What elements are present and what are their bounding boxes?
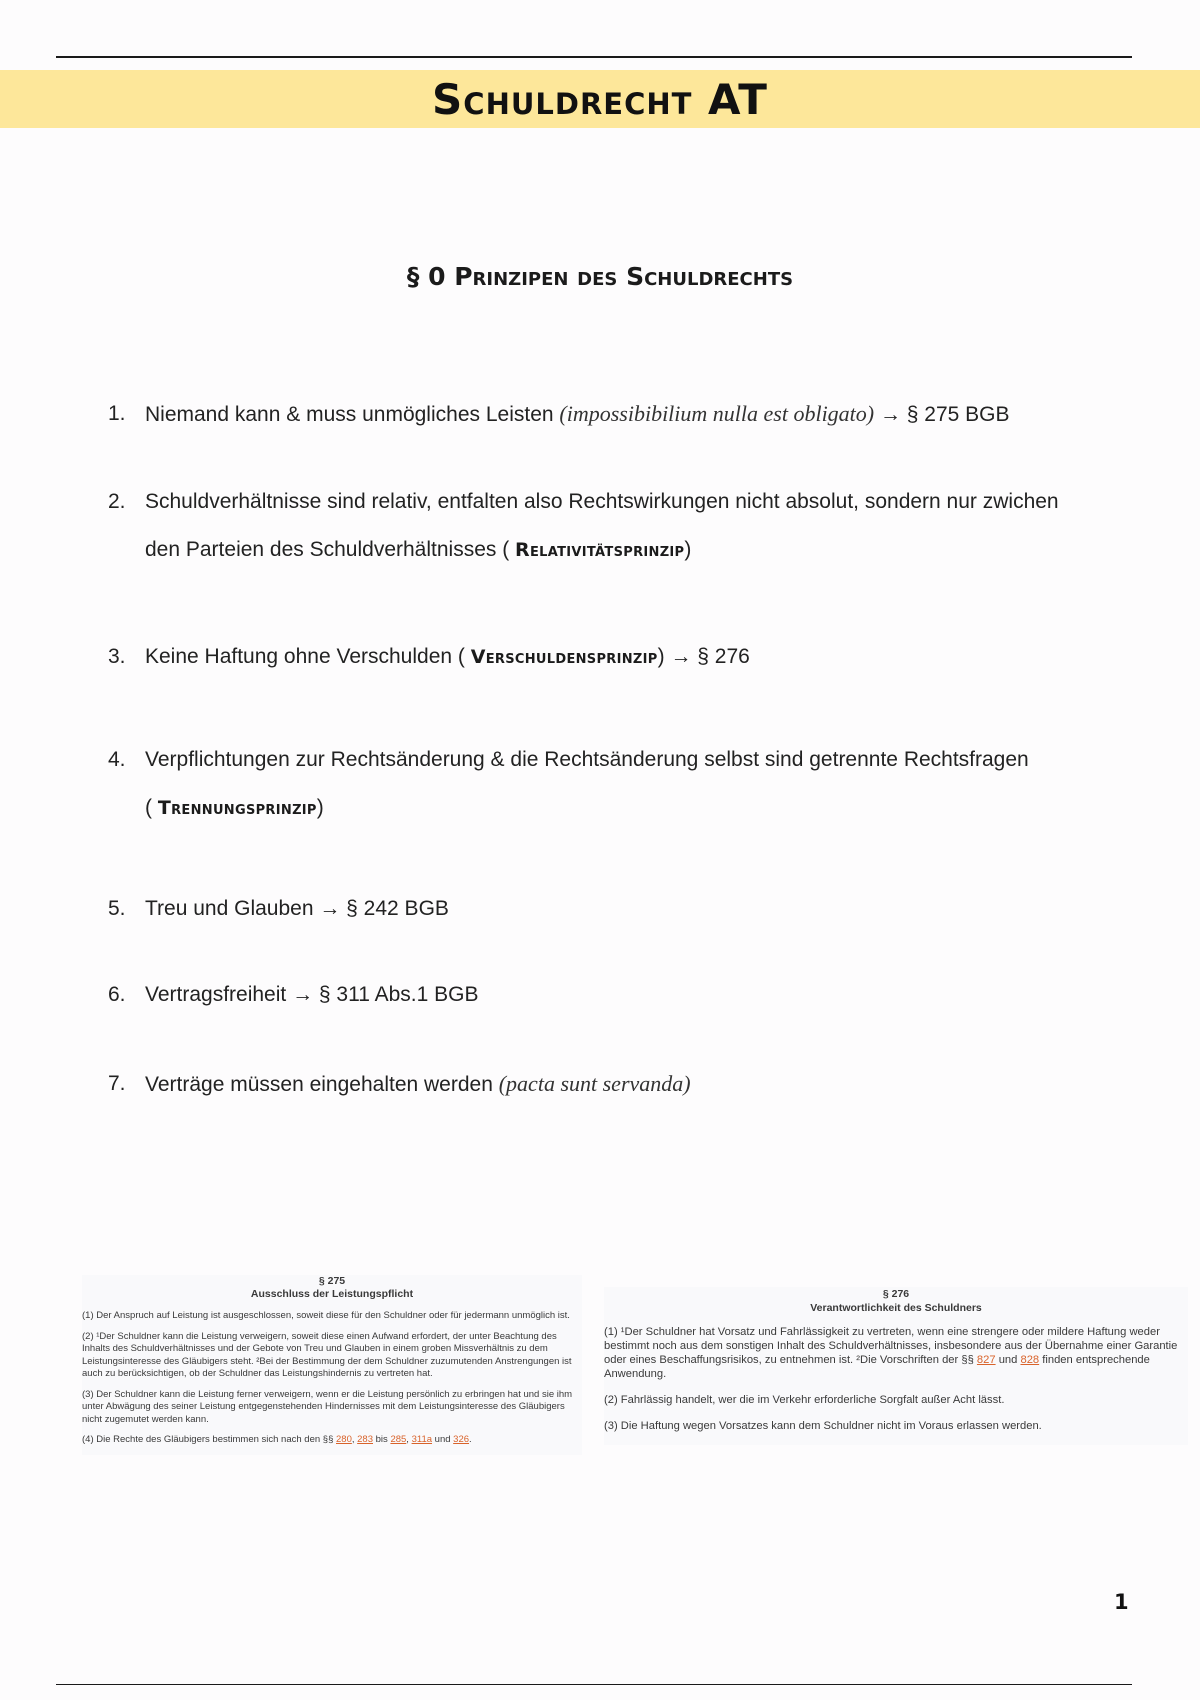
law-paragraph: (2) ¹Der Schuldner kann die Leistung verweigern, soweit diese einen Aufwand erfordert, der unter Beachtung des Inhalts des Schuldverhältnisses und der Gebote von Treu und Glauben in einem groben Missverhältnis zu dem Leistungsinteresse des Gläubigers steht. ²Bei der Bestimmung der dem Schuldner zuzumutenden Anstrengungen ist auch zu berücksichtigen, ob der Schuldner das Leistungshindernis zu vertreten hat. [82,1330,572,1379]
law-paragraph: (4) Die Rechte des Gläubigers bestimmen sich nach den §§ 280, 283 bis 285, 311a und 326. [82,1434,472,1445]
law-link[interactable]: 326 [453,1434,470,1445]
page-number: 1 [1114,1590,1129,1614]
law-link[interactable]: 828 [1020,1354,1040,1366]
principle-item: 2. Schuldverhältnisse sind relativ, entfalten also Rechtswirkungen nicht absolut, sondern nur zwichen den Parteien des Schuldverhältnisses ( Relativitätsprinzip) [108,490,1059,561]
law-link[interactable]: 285 [390,1434,407,1445]
title-banner [0,70,1200,128]
top-rule [56,56,1132,58]
principle-item: 3. Keine Haftung ohne Verschulden ( Verschuldensprinzip) → § 276 [108,645,750,668]
principle-name: Trennungsprinzip [157,797,317,819]
principle-item: 4. Verpflichtungen zur Rechtsänderung & die Rechtsänderung selbst sind getrennte Rechtsfragen ( Trennungsprinzip) [108,748,1029,819]
principle-item: 5. Treu und Glauben → § 242 BGB [108,897,449,920]
law-paragraph: (1) Der Anspruch auf Leistung ist ausgeschlossen, soweit diese für den Schuldner oder für jedermann unmöglich ist. [82,1310,570,1321]
law-paragraph: (1) ¹Der Schuldner hat Vorsatz und Fahrlässigkeit zu vertreten, wenn eine strengere oder mildere Haftung weder bestimmt noch aus dem sonstigen Inhalt des Schuldverhältnisses, insbesondere aus der Übernahme einer Garantie oder eines Beschaffungsrisikos, zu entnehmen ist. ²Die Vorschriften der §§ 827 und 828 finden entsprechende Anwendung. [604,1326,1178,1380]
section-number: § 275 [318,1275,346,1287]
law-link[interactable]: 311a [411,1434,433,1445]
principle-item: 1. Niemand kann & muss unmögliches Leisten (impossibibilium nulla est obligato) → § 275 BGB [108,401,1010,426]
law-paragraph: (3) Die Haftung wegen Vorsatzes kann dem Schuldner nicht im Voraus erlassen werden. [604,1420,1042,1432]
latin-maxim: (pacta sunt servanda) [498,1071,691,1096]
principle-item: 6. Vertragsfreiheit → § 311 Abs.1 BGB [108,983,479,1006]
section-number: § 276 [882,1288,910,1300]
principle-item: 7. Verträge müssen eingehalten werden (pacta sunt servanda) [108,1071,691,1096]
section-heading: § 0 Prinzipen des Schuldrechts [406,262,794,291]
law-paragraph: (3) Der Schuldner kann die Leistung ferner verweigern, wenn er die Leistung persönlich zu erbringen hat und sie ihm unter Abwägung des seiner Leistung entgegenstehenden Hindernisses mit dem Leistungsinteresse des Gläubigers nicht zugemutet werden kann. [82,1388,573,1425]
law-paragraph: (2) Fahrlässig handelt, wer die im Verkehr erforderliche Sorgfalt außer Acht lässt. [604,1394,1005,1406]
section-title: Verantwortlichkeit des Schuldners [810,1302,982,1314]
law-excerpt-275 [82,1275,582,1455]
law-link[interactable]: 827 [976,1354,996,1366]
latin-maxim: (impossibibilium nulla est obligato) [559,401,875,426]
principle-name: Verschuldensprinzip [470,646,658,668]
law-link[interactable]: 283 [357,1434,373,1445]
law-link[interactable]: 280 [336,1434,352,1445]
section-title: Ausschluss der Leistungspflicht [250,1287,414,1300]
document-title: Schuldrecht AT [432,74,768,124]
principle-name: Relativitätsprinzip [515,539,685,561]
bottom-rule [56,1684,1132,1685]
law-excerpt-276 [604,1287,1188,1445]
